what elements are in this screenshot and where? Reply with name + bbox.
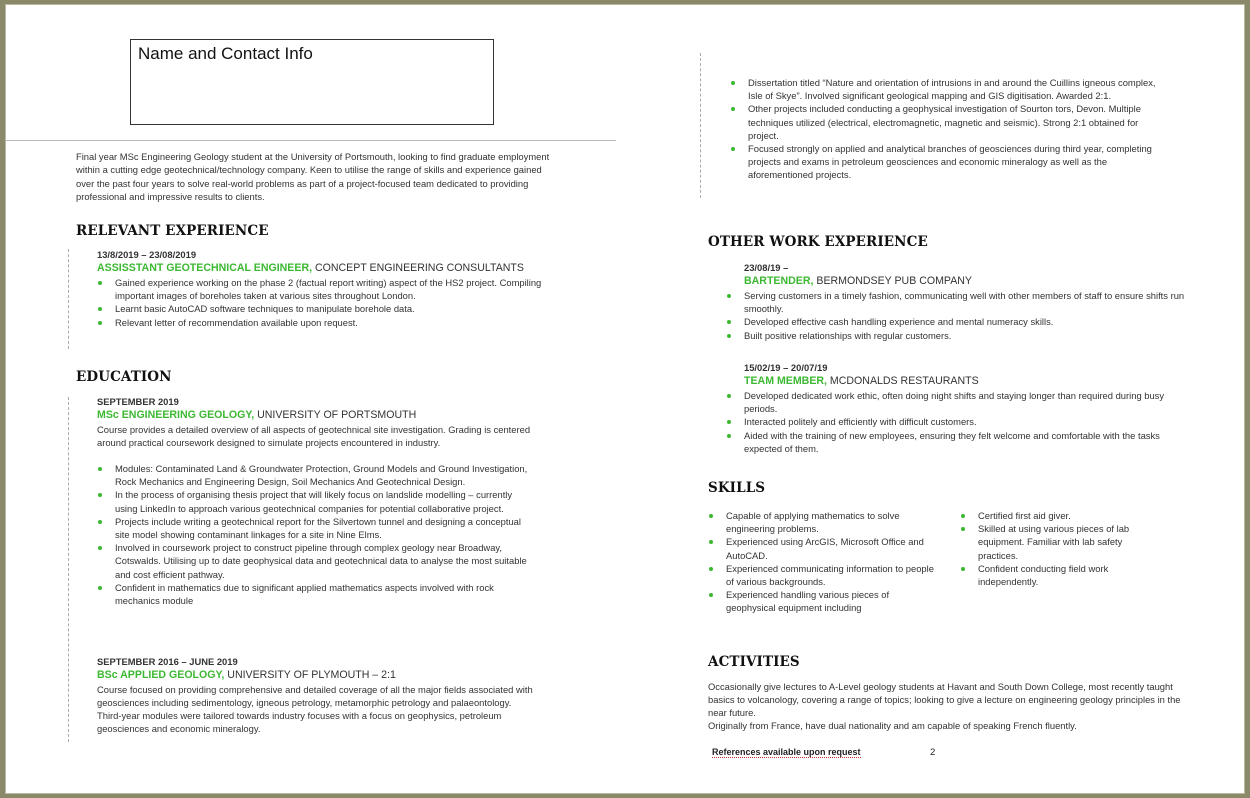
bullet-item [97, 488, 537, 514]
name-contact-label: Name and Contact Info [138, 44, 313, 63]
job-bartender [726, 261, 1186, 342]
edu-description: Course provides a detailed overview of all aspects of geotechnical site investigation. Grading is centered around practical coursework designed to simulate projects encountered in industry. [97, 424, 531, 448]
bullet-item [960, 509, 1160, 522]
bullet-dot-icon [961, 514, 965, 518]
education-continued [730, 76, 1170, 182]
bullet-text: Developed effective cash handling experience and mental numeracy skills. [744, 316, 1054, 328]
bullet-dot-icon [709, 540, 713, 544]
bullet-dot-icon [98, 321, 102, 325]
bullet-text: Developed dedicated work ethic, often doing night shifts and staying longer than required during busy periods. [744, 390, 1165, 415]
skills-list [708, 509, 938, 615]
skills-column-1 [708, 509, 938, 615]
left-page [6, 5, 621, 795]
job-bullets [726, 289, 1186, 342]
header-divider [6, 140, 616, 141]
job-date: 15/02/19 – 20/07/19 [744, 362, 828, 373]
edu-date: SEPTEMBER 2019 [97, 396, 179, 407]
bullet-text: Learnt basic AutoCAD software techniques to manipulate borehole data. [115, 303, 415, 315]
bullet-item [730, 76, 1170, 102]
activities-paragraph: Originally from France, have dual nationality and am capable of speaking French fluently. [708, 720, 1077, 731]
skills-column-2 [960, 509, 1160, 588]
job-role: ASSISSTANT GEOTECHNICAL ENGINEER, [97, 262, 313, 274]
resume-page-spread [5, 4, 1245, 794]
job-role: TEAM MEMBER, [744, 375, 827, 387]
bullet-item [708, 562, 938, 588]
bullet-text: Capable of applying mathematics to solve engineering problems. [726, 510, 900, 535]
bullet-item [97, 581, 537, 607]
edu-title [97, 668, 547, 683]
bullet-dot-icon [709, 593, 713, 597]
job-bullets [726, 389, 1186, 455]
profile-summary: Final year MSc Engineering Geology student at the University of Portsmouth, looking to find graduate employment within a cutting edge geotechnical/technology company. Keen to utilise the range of skills and experience gained over the past four years to solve real-world problems as part of a project-focused team dedicated to providing professional and impressive results to clients. [76, 151, 550, 202]
edu-title [97, 408, 547, 423]
activities-section [708, 680, 1188, 732]
references-note: References available upon request [712, 747, 861, 757]
bullet-dot-icon [709, 514, 713, 518]
relevant-experience-heading: RELEVANT EXPERIENCE [76, 223, 269, 239]
right-page [696, 5, 1246, 795]
education-msc [97, 395, 547, 607]
bullet-item [97, 302, 547, 315]
bullet-dot-icon [98, 307, 102, 311]
bullet-item [960, 562, 1160, 588]
section-guide-line [700, 53, 701, 198]
job-date: 23/08/19 – [744, 262, 789, 273]
activities-heading: ACTIVITIES [708, 654, 800, 670]
bullet-dot-icon [98, 520, 102, 524]
bullet-item [97, 541, 537, 581]
job-role: BARTENDER, [744, 275, 814, 287]
edu-description: Course focused on providing comprehensive and detailed coverage of all the major fields associated with geosciences including sedimentology, igneous petrology, metamorphic petrology and palaeontology. Third-year modules were tailored towards industry focuses with a focus on geophysics, petroleum geosciences and economic mineralogy. [97, 684, 533, 734]
bullet-dot-icon [727, 334, 731, 338]
bullet-text: Experienced communicating information to people of various backgrounds. [726, 562, 934, 588]
bullet-text: Serving customers in a timely fashion, communicating well with other members of staff to ensure shifts run smoothly. [744, 290, 1185, 315]
bullet-item [97, 316, 547, 329]
edu-bullets [97, 462, 537, 607]
bullet-text: Projects include writing a geotechnical report for the Silvertown tunnel and designing a conceptual site model showing contaminant linkages for a site in Nine Elms. [115, 515, 521, 541]
bullet-text: Interacted politely and efficiently with difficult customers. [744, 416, 977, 428]
job-org: BERMONDSEY PUB COMPANY [813, 275, 972, 287]
bullet-text: Experienced using ArcGIS, Microsoft Office and AutoCAD. [726, 536, 924, 561]
bullet-text: Experienced handling various pieces of geophysical equipment including [726, 589, 890, 614]
bullet-text: In the process of organising thesis project that will likely focus on landslide modelling – currently using LinkedIn to approach various geotechnical companies for potential collaborative project. [115, 489, 513, 514]
job-bullets [97, 276, 547, 329]
bullet-dot-icon [98, 281, 102, 285]
bullet-item [726, 429, 1186, 455]
relevant-experience-entry [97, 248, 547, 329]
bullet-dot-icon [731, 147, 735, 151]
job-title [726, 374, 1186, 389]
job-date: 13/8/2019 – 23/08/2019 [97, 249, 197, 260]
name-contact-box [130, 39, 494, 125]
bullet-text: Aided with the training of new employees, ensuring they felt welcome and comfortable with the tasks expected of them. [744, 429, 1160, 454]
bullet-dot-icon [961, 567, 965, 571]
bullet-item [97, 276, 547, 302]
page-number: 2 [930, 747, 936, 758]
bullet-item [97, 515, 537, 541]
edu-degree: BSc APPLIED GEOLOGY, [97, 669, 225, 681]
bullet-dot-icon [709, 567, 713, 571]
skills-list [960, 509, 1160, 588]
bullet-dot-icon [727, 320, 731, 324]
bullet-dot-icon [98, 586, 102, 590]
bullet-dot-icon [727, 420, 731, 424]
bullet-text: Involved in coursework project to construct pipeline through complex geology near Broadway, Cotswalds. Utilising up to date geophysical data and geotechnical data to analyse the most suitable and cost efficient pathway. [115, 542, 527, 580]
bullet-item [726, 289, 1186, 315]
edu-degree: MSc ENGINEERING GEOLOGY, [97, 409, 255, 421]
job-org: CONCEPT ENGINEERING CONSULTANTS [312, 262, 524, 274]
section-guide-line [68, 397, 69, 742]
bullet-dot-icon [727, 394, 731, 398]
bullet-dot-icon [727, 434, 731, 438]
bullet-text: Focused strongly on applied and analytical branches of geosciences during third year, completing projects and exams in petroleum geosciences and economic mineralogy as well as the aforementioned projects. [748, 143, 1152, 181]
bullet-dot-icon [731, 107, 735, 111]
bullet-dot-icon [961, 527, 965, 531]
bullet-item [708, 509, 938, 535]
education-bsc [97, 655, 547, 735]
bullet-text: Other projects included conducting a geophysical investigation of Sourton tors, Devon. Multiple techniques utilized (electrical, electromagnetic, magnetic and seismic). Strong 2:1 obtained for project. [748, 103, 1141, 141]
job-org: MCDONALDS RESTAURANTS [826, 375, 979, 387]
bullet-dot-icon [98, 467, 102, 471]
bullet-text: Gained experience working on the phase 2 (factual report writing) aspect of the HS2 project. Compiling important images of boreholes taken at various sites throughout London. [115, 277, 542, 302]
other-work-heading: OTHER WORK EXPERIENCE [708, 234, 928, 250]
bullet-text: Modules: Contaminated Land & Groundwater Protection, Ground Models and Ground Investigation, Rock Mechanics and Engineering Design, Soil Mechanics And Geotechnical Design. [115, 463, 528, 488]
edu-school: UNIVERSITY OF PORTSMOUTH [254, 409, 417, 421]
bullet-item [726, 415, 1186, 428]
bullet-item [960, 522, 1160, 562]
bullet-text: Confident conducting field work independently. [978, 562, 1109, 588]
edu-date: SEPTEMBER 2016 – JUNE 2019 [97, 656, 238, 667]
bullet-dot-icon [727, 294, 731, 298]
activities-paragraph: Occasionally give lectures to A-Level geology students at Havant and South Down College, most recently taught basics to volcanology, covering a range of topics; looking to give a lecture on engineering geology principles in the near future. [708, 681, 1181, 718]
bullet-text: Built positive relationships with regular customers. [744, 329, 952, 341]
bullet-text: Dissertation titled “Nature and orientation of intrusions in and around the Cuillins igneous complex, Isle of Skye”. Involved significant geological mapping and GIS digitisation. Awarded 2:1. [748, 77, 1156, 102]
bullet-item [726, 315, 1186, 328]
edu-school: UNIVERSITY OF PLYMOUTH – 2:1 [224, 669, 396, 681]
bullet-item [726, 329, 1186, 342]
bullet-item [708, 588, 938, 614]
bullet-text: Skilled at using various pieces of lab equipment. Familiar with lab safety practices. [978, 523, 1130, 561]
job-title [97, 261, 547, 276]
bullet-dot-icon [98, 493, 102, 497]
continued-bullets [730, 76, 1170, 182]
job-title [726, 274, 1186, 289]
bullet-item [708, 535, 938, 561]
bullet-item [730, 102, 1170, 142]
bullet-item [730, 142, 1170, 182]
bullet-text: Relevant letter of recommendation available upon request. [115, 316, 358, 328]
bullet-text: Confident in mathematics due to significant applied mathematics aspects involved with rock mechanics module [115, 581, 494, 607]
skills-heading: SKILLS [708, 480, 766, 496]
education-heading: EDUCATION [76, 369, 172, 385]
bullet-item [726, 389, 1186, 415]
bullet-item [97, 462, 537, 488]
section-guide-line [68, 249, 69, 349]
bullet-dot-icon [98, 546, 102, 550]
bullet-dot-icon [731, 81, 735, 85]
job-team-member [726, 361, 1186, 455]
bullet-text: Certified first aid giver. [978, 510, 1071, 521]
